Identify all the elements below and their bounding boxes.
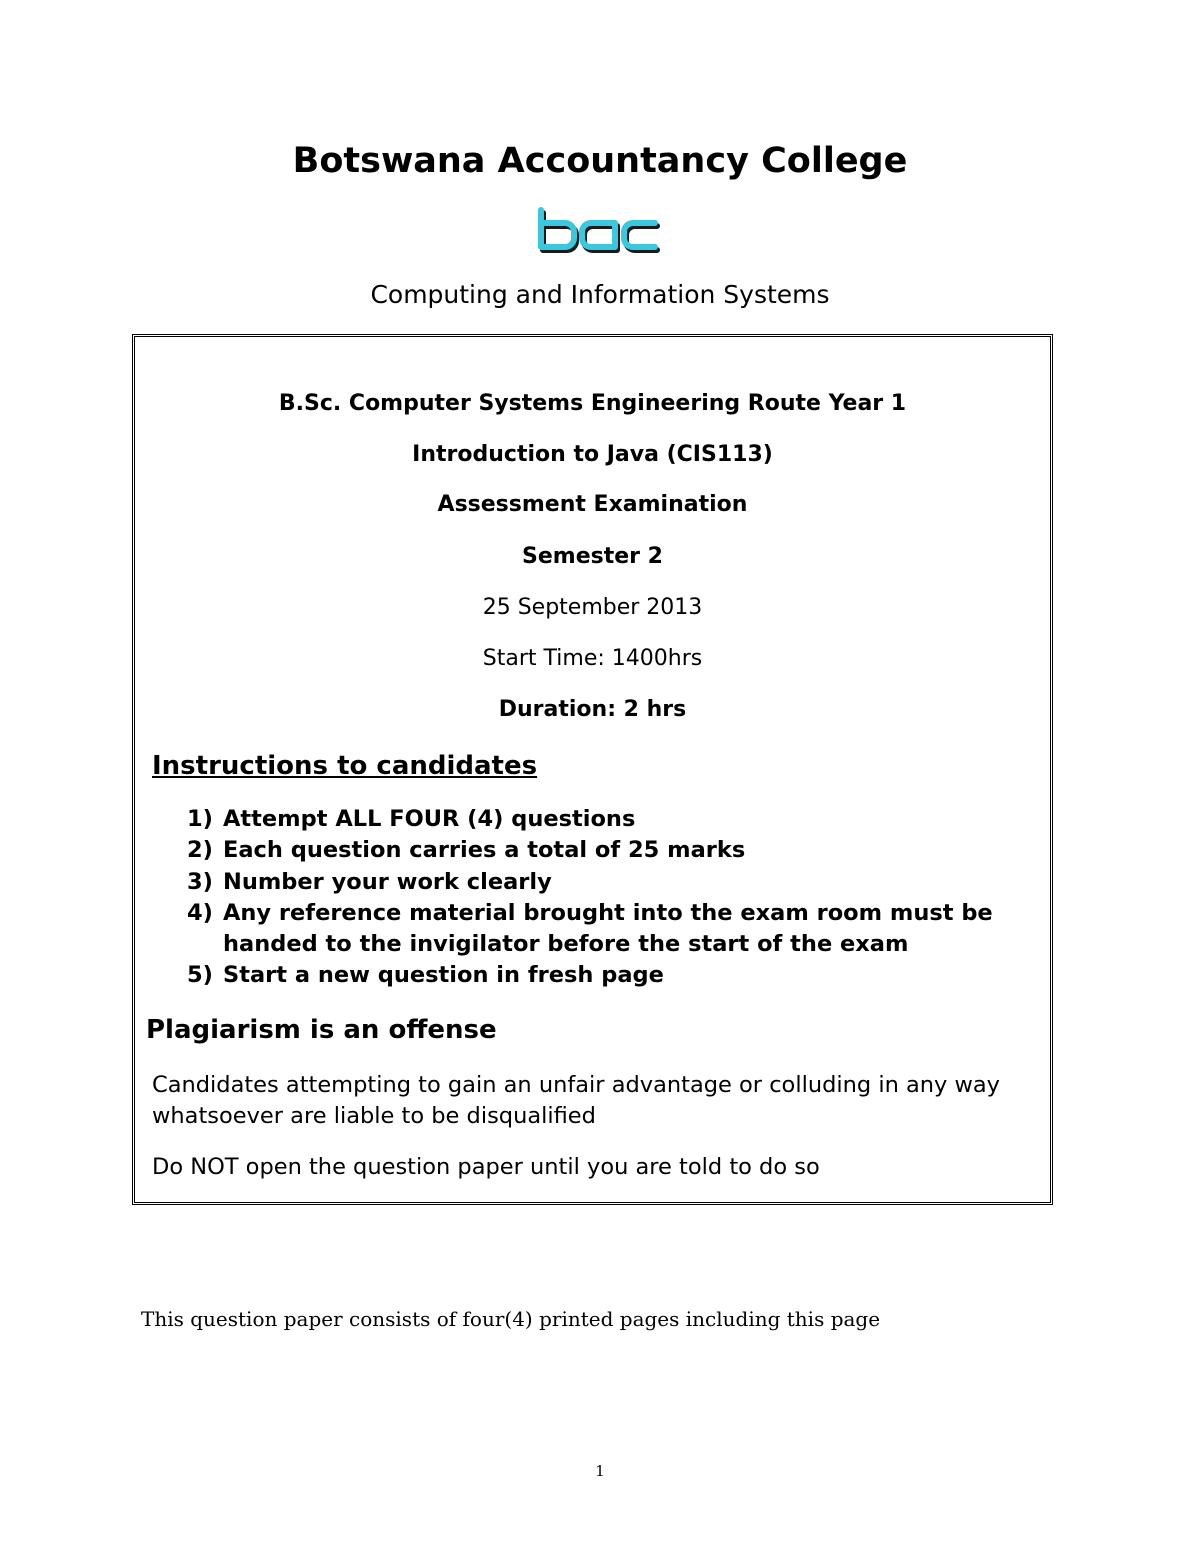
college-title: Botswana Accountancy College [292, 141, 908, 181]
list-item-text: Any reference material brought into the exam room must be handed to the invigilator before the start of the exam [223, 899, 993, 958]
exam-type: Assessment Examination [437, 492, 748, 517]
instructions-heading: Instructions to candidates [152, 751, 538, 781]
exam-info-box [132, 334, 1053, 1205]
list-item-text: Start a new question in fresh page [223, 962, 664, 989]
plagiarism-heading: Plagiarism is an offense [146, 1015, 497, 1045]
list-item [187, 960, 1037, 991]
list-item-number: 4) [187, 899, 213, 926]
page-number: 1 [595, 1462, 605, 1480]
list-item [187, 867, 1037, 898]
list-item [187, 835, 1037, 866]
list-item-text: Attempt ALL FOUR (4) questions [223, 806, 636, 832]
start-time: Start Time: 1400hrs [482, 646, 703, 671]
instructions-list [187, 804, 1037, 992]
list-item-number: 5) [187, 962, 213, 989]
list-item-number: 1) [187, 806, 213, 832]
list-item [187, 898, 1037, 961]
semester: Semester 2 [522, 544, 663, 569]
list-item-text: Number your work clearly [223, 868, 552, 895]
department-name: Computing and Information Systems [370, 280, 830, 309]
list-item [187, 804, 1037, 835]
programme-title: B.Sc. Computer Systems Engineering Route Year 1 [278, 391, 907, 416]
disqualification-warning: Candidates attempting to gain an unfair advantage or colluding in any way whatsoever are liable to be disqualified [152, 1072, 1001, 1129]
module-title: Introduction to Java (CIS113) [412, 442, 773, 467]
list-item-number: 3) [187, 868, 213, 895]
college-logo [535, 207, 661, 253]
list-item-number: 2) [187, 837, 213, 864]
page-count-note: This question paper consists of four(4) printed pages including this page [141, 1307, 881, 1331]
duration: Duration: 2 hrs [498, 697, 687, 722]
exam-date: 25 September 2013 [482, 595, 703, 620]
list-item-text: Each question carries a total of 25 marks [223, 837, 746, 864]
open-paper-notice: Do NOT open the question paper until you are told to do so [152, 1154, 820, 1180]
